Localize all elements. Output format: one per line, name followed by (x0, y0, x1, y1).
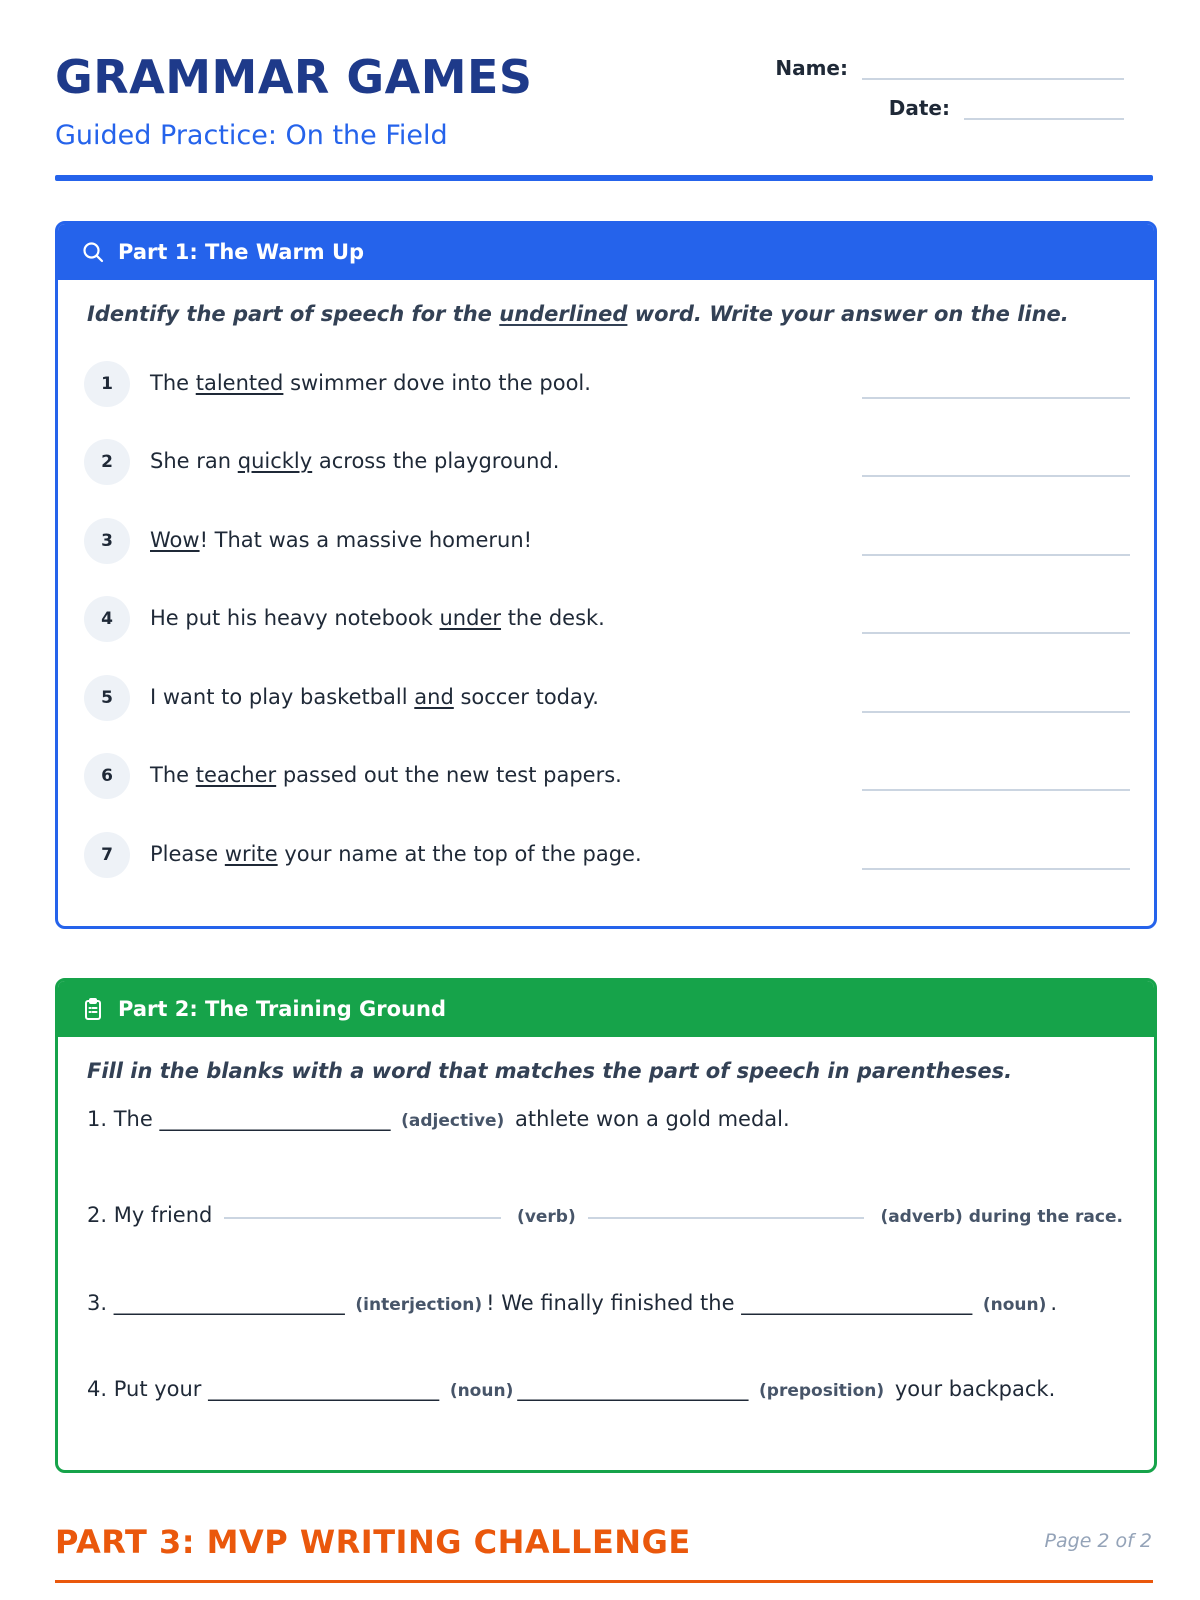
part2-header (58, 981, 1154, 1037)
question-number: 4 (84, 596, 130, 642)
underlined-word: teacher (195, 763, 277, 787)
question-row (84, 753, 1126, 801)
sentence-before: The (150, 763, 196, 787)
blank-line[interactable]: ______________________ (517, 1377, 749, 1401)
part3-title: PART 3: MVP WRITING CHALLENGE (55, 1523, 691, 1561)
fill-row-2 (87, 1203, 1127, 1227)
part1-header (58, 224, 1154, 280)
sentence-before: He put his heavy notebook (150, 606, 440, 630)
answer-line[interactable] (862, 397, 1130, 399)
question-number: 3 (84, 518, 130, 564)
underlined-word: and (414, 685, 454, 709)
question-number: 6 (84, 753, 130, 799)
question-text (150, 685, 599, 709)
question-row (84, 675, 1126, 723)
date-field (889, 96, 1124, 120)
blank-line[interactable]: ______________________ (208, 1377, 440, 1401)
hint: (interjection) (355, 1295, 483, 1315)
worksheet-title: GRAMMAR GAMES (55, 50, 533, 104)
question-row (84, 832, 1126, 880)
blank-line[interactable]: ______________________ (741, 1291, 973, 1315)
hint: (noun) (982, 1295, 1047, 1315)
fill-row-4 (87, 1377, 1127, 1401)
sentence-before: The (150, 371, 196, 395)
sentence-after: soccer today. (453, 685, 599, 709)
answer-line[interactable] (862, 711, 1130, 713)
question-row (84, 439, 1126, 487)
sentence-before: Please (150, 842, 225, 866)
underlined-word: talented (195, 371, 284, 395)
sentence-after: passed out the new test papers. (276, 763, 622, 787)
sentence-after: swimmer dove into the pool. (283, 371, 591, 395)
question-number: 1 (84, 361, 130, 407)
search-icon (80, 239, 106, 265)
underlined-word: write (224, 842, 278, 866)
underlined-word: quickly (237, 449, 313, 473)
worksheet-subtitle: Guided Practice: On the Field (55, 120, 448, 151)
sentence-before: She ran (150, 449, 238, 473)
question-text (150, 842, 642, 866)
part1-instructions (87, 302, 1069, 326)
hint: (noun) (449, 1381, 514, 1401)
hint: (adverb) during the race. (880, 1207, 1123, 1227)
part1-card (55, 221, 1157, 929)
answer-line[interactable] (862, 868, 1130, 870)
part3-divider (55, 1580, 1153, 1583)
question-row (84, 596, 1126, 644)
instructions-underlined: underlined (499, 302, 628, 326)
name-input-line[interactable] (862, 58, 1124, 80)
hint: (verb) (517, 1207, 576, 1227)
question-text (150, 449, 559, 473)
instructions-after: word. Write your answer on the line. (627, 302, 1069, 326)
sentence-before: I want to play basketball (150, 685, 415, 709)
name-field (775, 56, 1124, 80)
blank-line[interactable]: ______________________ (113, 1291, 345, 1315)
question-number: 5 (84, 675, 130, 721)
page-number: Page 2 of 2 (1044, 1530, 1152, 1552)
part2-instructions: Fill in the blanks with a word that matches the part of speech in parentheses. (87, 1059, 1013, 1083)
blank-line[interactable]: ______________________ (159, 1107, 391, 1131)
question-text (150, 528, 532, 552)
question-number: 2 (84, 439, 130, 485)
name-label: Name: (775, 56, 848, 80)
part2-title: Part 2: The Training Ground (118, 997, 446, 1021)
date-label: Date: (888, 96, 950, 120)
fill-row-1 (87, 1107, 1127, 1131)
row-tail: your backpack. (888, 1377, 1056, 1401)
part1-title: Part 1: The Warm Up (118, 240, 365, 264)
row-lead: 4. Put your (87, 1377, 209, 1401)
question-text (150, 763, 622, 787)
answer-line[interactable] (862, 554, 1130, 556)
question-row (84, 518, 1126, 566)
hint: (preposition) (759, 1381, 885, 1401)
clipboard-icon (80, 996, 106, 1022)
question-text (150, 371, 591, 395)
sentence-after: ! That was a massive homerun! (199, 528, 533, 552)
underlined-word: under (439, 606, 502, 630)
blank-line[interactable] (588, 1203, 865, 1219)
part2-card (55, 978, 1157, 1473)
hint: (adjective) (401, 1111, 505, 1131)
question-row (84, 361, 1126, 409)
answer-line[interactable] (862, 632, 1130, 634)
row-tail: athlete won a gold medal. (508, 1107, 790, 1131)
question-text (150, 606, 605, 630)
sentence-after: your name at the top of the page. (277, 842, 642, 866)
row-lead: 1. The (87, 1107, 160, 1131)
answer-line[interactable] (862, 475, 1130, 477)
row-mid: ! We finally finished the (486, 1291, 742, 1315)
header-divider (55, 175, 1153, 181)
question-number: 7 (84, 832, 130, 878)
sentence-after: the desk. (501, 606, 605, 630)
row-lead: 2. My friend (87, 1203, 213, 1227)
underlined-word: Wow (150, 528, 200, 552)
fill-row-3 (87, 1291, 1127, 1315)
sentence-after: across the playground. (312, 449, 560, 473)
blank-line[interactable] (224, 1203, 501, 1219)
instructions-before: Identify the part of speech for the (87, 302, 500, 326)
date-input-line[interactable] (964, 98, 1124, 120)
row-tail: . (1050, 1291, 1058, 1315)
row-lead: 3. (87, 1291, 114, 1315)
answer-line[interactable] (862, 789, 1130, 791)
